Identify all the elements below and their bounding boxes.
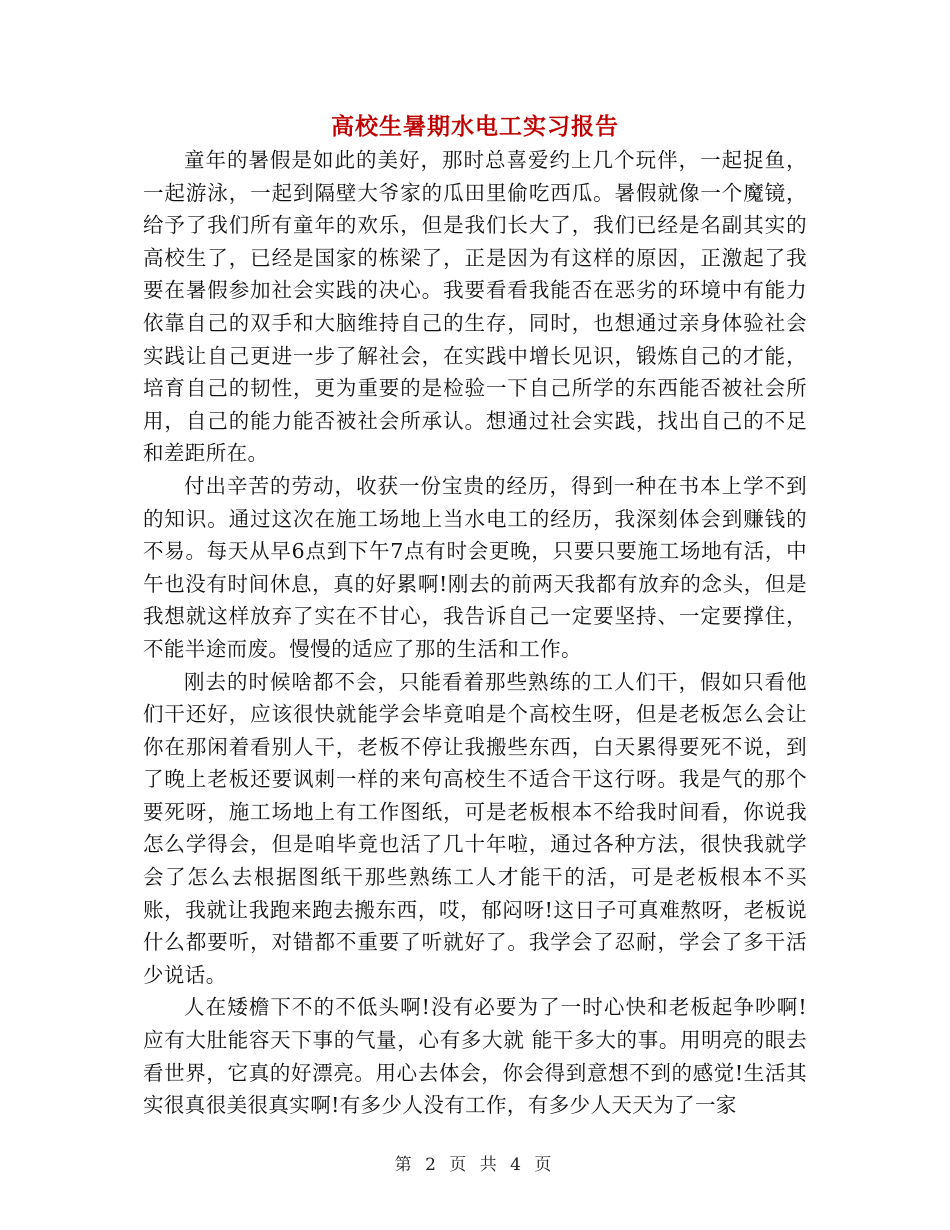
paragraph-4: 人在矮檐下不的不低头啊!没有必要为了一时心快和老板起争吵啊!应有大肚能容天下事的气量，心有多大就 能干多大的事。用明亮的眼去看世界，它真的好漂亮。用心去体会，你会得到意想不到的感觉!生活其实很真很美很真实啊!有多少人没有工作，有多少人天天为了一家 <box>143 995 807 1118</box>
document-title: 高校生暑期水电工实习报告 <box>331 113 619 140</box>
paragraph-3: 刚去的时候啥都不会，只能看着那些熟练的工人们干，假如只看他们干还好，应该很快就能学会毕竟咱是个高校生呀，但是老板怎么会让你在那闲着看别人干，老板不停让我搬些东西，白天累得要死不说，到了晚上老板还要讽刺一样的来句高校生不适合干这行呀。我是气的那个要死呀，施工场地上有工作图纸，可是老板根本不给我时间看，你说我怎么学得会，但是咱毕竟也活了几十年啦，通过各种方法，很快我就学会了怎么去根据图纸干那些熟练工人才能干的活，可是老板根本不买账，我就让我跑来跑去搬东西，哎，郁闷呀!这日子可真难熬呀，老板说什么都要听，对错都不重要了听就好了。我学会了忍耐，学会了多干活少说话。 <box>143 669 807 987</box>
paragraph-1: 童年的暑假是如此的美好，那时总喜爱约上几个玩伴，一起捉鱼，一起游泳，一起到隔壁大爷家的瓜田里偷吃西瓜。暑假就像一个魔镜，给予了我们所有童年的欢乐，但是我们长大了，我们已经是名副其实的高校生了，已经是国家的栋梁了，正是因为有这样的原因，正激起了我要在暑假参加社会实践的决心。我要看看我能否在恶劣的环境中有能力依靠自己的双手和大脑维持自己的生存，同时，也想通过亲身体验社会实践让自己更进一步了解社会，在实践中增长见识，锻炼自己的才能，培育自己的韧性，更为重要的是检验一下自己所学的东西能否被社会所用，自己的能力能否被社会所承认。想通过社会实践，找出自己的不足和差距所在。 <box>143 148 807 466</box>
document-body <box>143 144 807 1122</box>
paragraph-2: 付出辛苦的劳动，收获一份宝贵的经历，得到一种在书本上学不到的知识。通过这次在施工场地上当水电工的经历，我深刻体会到赚钱的不易。每天从早6点到下午7点有时会更晚，只要只要施工场地有活，中午也没有时间休息，真的好累啊!刚去的前两天我都有放弃的念头，但是我想就这样放弃了实在不甘心，我告诉自己一定要坚持、一定要撑住，不能半途而废。慢慢的适应了那的生活和工作。 <box>143 473 807 661</box>
page-number-footer: 第 2 页 共 4 页 <box>394 1155 556 1175</box>
